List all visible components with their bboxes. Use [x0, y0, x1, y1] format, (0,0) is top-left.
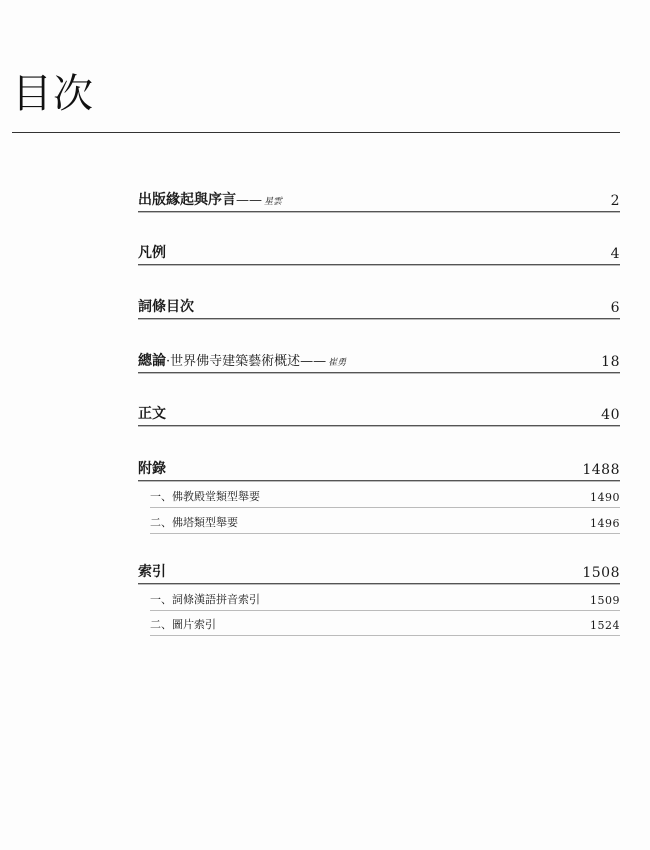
toc-entry-label: 總論·世界佛寺建築藝術概述—— 崔勇 [138, 353, 347, 369]
toc-entry-overview[interactable] [138, 350, 620, 374]
toc-entry-label: 附錄 [138, 461, 166, 477]
toc-subentry-appendix-2[interactable] [138, 512, 620, 532]
toc-subentry-appendix-1[interactable] [138, 486, 620, 506]
toc-subentry-rule [150, 610, 620, 611]
toc-subentry-rule [150, 635, 620, 636]
toc-subentry-page: 1524 [590, 619, 620, 632]
title-divider [12, 132, 620, 133]
toc-entry-rule [138, 211, 620, 213]
toc-subentry-rule [150, 533, 620, 534]
toc-entry-conventions[interactable] [138, 242, 620, 266]
toc-entry-page: 40 [601, 407, 620, 423]
toc-entry-rule [138, 480, 620, 482]
toc-entry-page: 4 [610, 246, 620, 262]
toc-subentry-label: 二、圖片索引 [150, 618, 216, 631]
toc-entry-page: 6 [610, 300, 620, 316]
toc-entry-term-list[interactable] [138, 296, 620, 320]
toc-entry-appendix[interactable] [138, 458, 620, 482]
toc-entry-rule [138, 318, 620, 320]
toc-entry-page: 2 [610, 193, 620, 209]
toc-entry-rule [138, 425, 620, 427]
toc-entry-label: 凡例 [138, 245, 166, 261]
toc-subentry-page: 1509 [590, 594, 620, 607]
toc-entry-rule [138, 264, 620, 266]
toc-entry-rule [138, 583, 620, 585]
toc-entry-page: 18 [601, 354, 620, 370]
toc-entry-index[interactable] [138, 561, 620, 585]
toc-subentry-label: 二、佛塔類型舉要 [150, 516, 238, 529]
toc-entry-label: 出版緣起與序言—— 星雲 [138, 192, 283, 208]
toc-subentry-rule [150, 507, 620, 508]
toc-subentry-index-2[interactable] [138, 614, 620, 634]
toc-entry-main-text[interactable] [138, 403, 620, 427]
toc-entry-page: 1508 [582, 565, 620, 581]
toc-subentry-page: 1496 [590, 517, 620, 530]
toc-entry-page: 1488 [582, 462, 620, 478]
toc-entry-rule [138, 372, 620, 374]
toc-entry-preface[interactable] [138, 189, 620, 213]
toc-entry-label: 詞條目次 [138, 299, 194, 315]
toc-subentry-page: 1490 [590, 491, 620, 504]
page-title: 目次 [12, 71, 94, 117]
toc-subentry-label: 一、詞條漢語拼音索引 [150, 593, 260, 606]
toc-subentry-label: 一、佛教殿堂類型舉要 [150, 490, 260, 503]
toc-entry-label: 正文 [138, 406, 166, 422]
toc-subentry-index-1[interactable] [138, 589, 620, 609]
toc-entry-label: 索引 [138, 564, 166, 580]
